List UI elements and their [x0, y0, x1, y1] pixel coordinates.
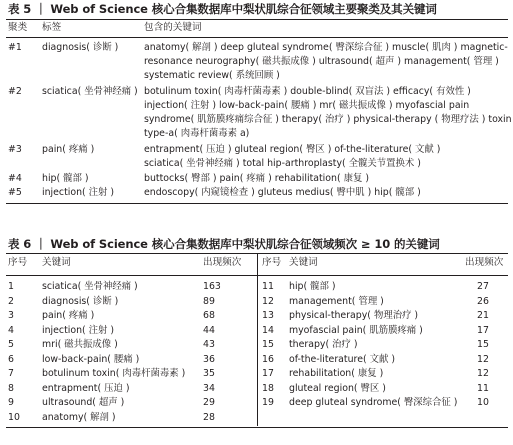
- table5-row5-cluster: #5: [8, 187, 22, 198]
- table6-rank: 3: [8, 310, 14, 321]
- table6-rank: 4: [8, 324, 14, 336]
- table5-row1-keywords-line3: systematic review( 系统回顾 ): [144, 70, 280, 81]
- table6-rank: 14: [262, 324, 274, 336]
- table6-frequency: 15: [477, 339, 489, 350]
- table6-rank: 7: [8, 368, 14, 379]
- table6-frequency: 17: [477, 324, 489, 336]
- table6-frequency: 29: [203, 397, 215, 408]
- table5-top-rule: [6, 19, 508, 20]
- table5-row3-keywords-line2: sciatica( 坐骨神经痛 ) total hip-arthroplasty( 全髋关节置换术 ): [144, 158, 421, 169]
- table5-row4-keywords-line1: buttocks( 臀部 ) pain( 疼痛 ) rehabilitation( 康复 ): [144, 173, 369, 184]
- table6-frequency: 35: [203, 368, 215, 379]
- table6-frequency: 36: [203, 353, 215, 365]
- table6-frequency: 68: [203, 310, 215, 321]
- table5-caption: 表 5 ｜ Web of Science 核心合集数据库中梨状肌综合征领域主要聚类及其关键词: [8, 2, 437, 16]
- table6-header-frequency-left: 出现频次: [203, 257, 242, 268]
- table5-header-cluster: 聚类: [8, 22, 28, 33]
- table5-row1-cluster: #1: [8, 42, 22, 53]
- table6-keyword: pain( 疼痛 ): [42, 310, 95, 321]
- table6-frequency: 12: [477, 353, 489, 365]
- table5-row3-keywords-line1: entrapment( 压迫 ) gluteal region( 臀区 ) of-the-literature( 文献 ): [144, 144, 441, 155]
- table6-rank: 17: [262, 368, 274, 379]
- table5-row5-label: injection( 注射 ): [42, 187, 115, 198]
- table6-column-divider: [257, 254, 258, 426]
- table6-rank: 5: [8, 339, 14, 350]
- table6-frequency: 43: [203, 339, 215, 350]
- table6-frequency: 163: [203, 281, 221, 292]
- table6-rank: 9: [8, 397, 14, 408]
- table6-keyword: diagnosis( 诊断 ): [42, 295, 119, 307]
- table6-keyword: mri( 磁共振成像 ): [42, 339, 118, 350]
- table6-rank: 11: [262, 281, 274, 292]
- table6-frequency: 28: [203, 411, 215, 423]
- table6-rank: 8: [8, 382, 14, 394]
- table6-keyword: injection( 注射 ): [42, 324, 115, 336]
- table5-row2-keywords-line1: botulinum toxin( 肉毒杆菌毒素 ) double-blind( 双盲法 ) efficacy( 有效性 ): [144, 86, 471, 97]
- table6-frequency: 44: [203, 324, 215, 336]
- table5-row2-keywords-line2: injection( 注射 ) low-back-pain( 腰痛 ) mr( 磁共振成像 ) myofascial pain: [144, 100, 470, 111]
- table5-row1-keywords-line1: anatomy( 解剖 ) deep gluteal syndrome( 臀深综合征 ) muscle( 肌肉 ) magnetic-: [144, 42, 508, 53]
- table5-row2-keywords-line4: type-a( 肉毒杆菌毒素 a): [144, 128, 250, 139]
- table5-row2-label: sciatica( 坐骨神经痛 ): [42, 86, 138, 97]
- table6-rank: 6: [8, 353, 14, 365]
- table5-row2-cluster: #2: [8, 86, 22, 97]
- table5-row3-cluster: #3: [8, 144, 22, 155]
- table5-header-keywords: 包含的关键词: [144, 22, 202, 33]
- table6-rank: 10: [8, 411, 20, 423]
- table6-frequency: 21: [477, 310, 489, 321]
- table6-rank: 18: [262, 382, 274, 394]
- table6-rank: 12: [262, 295, 274, 307]
- table5-row4-label: hip( 髋部 ): [42, 173, 89, 184]
- table6-keyword: physical-therapy( 物理治疗 ): [289, 310, 419, 321]
- table5-bottom-rule: [6, 203, 508, 204]
- table6-keyword: botulinum toxin( 肉毒杆菌毒素 ): [42, 368, 186, 379]
- table6-header-frequency-right: 出现频次: [465, 257, 504, 268]
- table6-rank: 1: [8, 281, 14, 292]
- table6-frequency: 27: [477, 281, 489, 292]
- table6-frequency: 26: [477, 295, 489, 307]
- table6-header-rank-right: 序号: [262, 257, 282, 268]
- table6-keyword: of-the-literature( 文献 ): [289, 353, 395, 365]
- table6-keyword: low-back-pain( 腰痛 ): [42, 353, 140, 365]
- table6-keyword: ultrasound( 超声 ): [42, 397, 125, 408]
- table6-header-rank-left: 序号: [8, 257, 28, 268]
- table5-row4-cluster: #4: [8, 173, 22, 184]
- table6-keyword: entrapment( 压迫 ): [42, 382, 130, 394]
- table6-header-keyword-left: 关键词: [42, 257, 71, 268]
- table6-keyword: sciatica( 坐骨神经痛 ): [42, 281, 138, 292]
- table5-row1-label: diagnosis( 诊断 ): [42, 42, 119, 53]
- table6-frequency: 34: [203, 382, 215, 394]
- table6-rank: 15: [262, 339, 274, 350]
- table5-header-label: 标签: [42, 22, 62, 33]
- table5-row5-keywords-line1: endoscopy( 内窥镜检查 ) gluteus medius( 臀中肌 ) hip( 髋部 ): [144, 187, 421, 198]
- table6-rank: 2: [8, 295, 14, 307]
- table6-keyword: hip( 髋部 ): [289, 281, 336, 292]
- table5-row1-keywords-line2: resonance neurography( 磁共振成像 ) ultrasound( 超声 ) management( 管理 ): [144, 56, 499, 67]
- table5-header-rule: [6, 37, 508, 38]
- table6-keyword: myofascial pain( 肌筋膜疼痛 ): [289, 324, 423, 336]
- table6-frequency: 12: [477, 368, 489, 379]
- table6-keyword: rehabilitation( 康复 ): [289, 368, 384, 379]
- table6-frequency: 89: [203, 295, 215, 307]
- table6-rank: 16: [262, 353, 274, 365]
- table6-frequency: 10: [477, 397, 489, 408]
- table6-rank: 13: [262, 310, 274, 321]
- table6-rank: 19: [262, 397, 274, 408]
- table6-bottom-rule: [6, 427, 508, 428]
- table6-keyword: therapy( 治疗 ): [289, 339, 358, 350]
- table5-row2-keywords-line3: syndrome( 肌筋膜疼痛综合征 ) therapy( 治疗 ) physical-therapy ( 物理疗法 ) toxin: [144, 114, 512, 125]
- table6-header-keyword-right: 关键词: [289, 257, 318, 268]
- table6-frequency: 11: [477, 382, 489, 394]
- table6-keyword: management( 管理 ): [289, 295, 384, 307]
- table6-keyword: anatomy( 解剖 ): [42, 411, 116, 423]
- table5-row3-label: pain( 疼痛 ): [42, 144, 95, 155]
- table6-caption: 表 6 ｜ Web of Science 核心合集数据库中梨状肌综合征领域频次 ≥ 10 的关键词: [8, 237, 440, 251]
- table6-keyword: deep gluteal syndrome( 臀深综合征 ): [289, 397, 458, 408]
- table6-keyword: gluteal region( 臀区 ): [289, 382, 386, 394]
